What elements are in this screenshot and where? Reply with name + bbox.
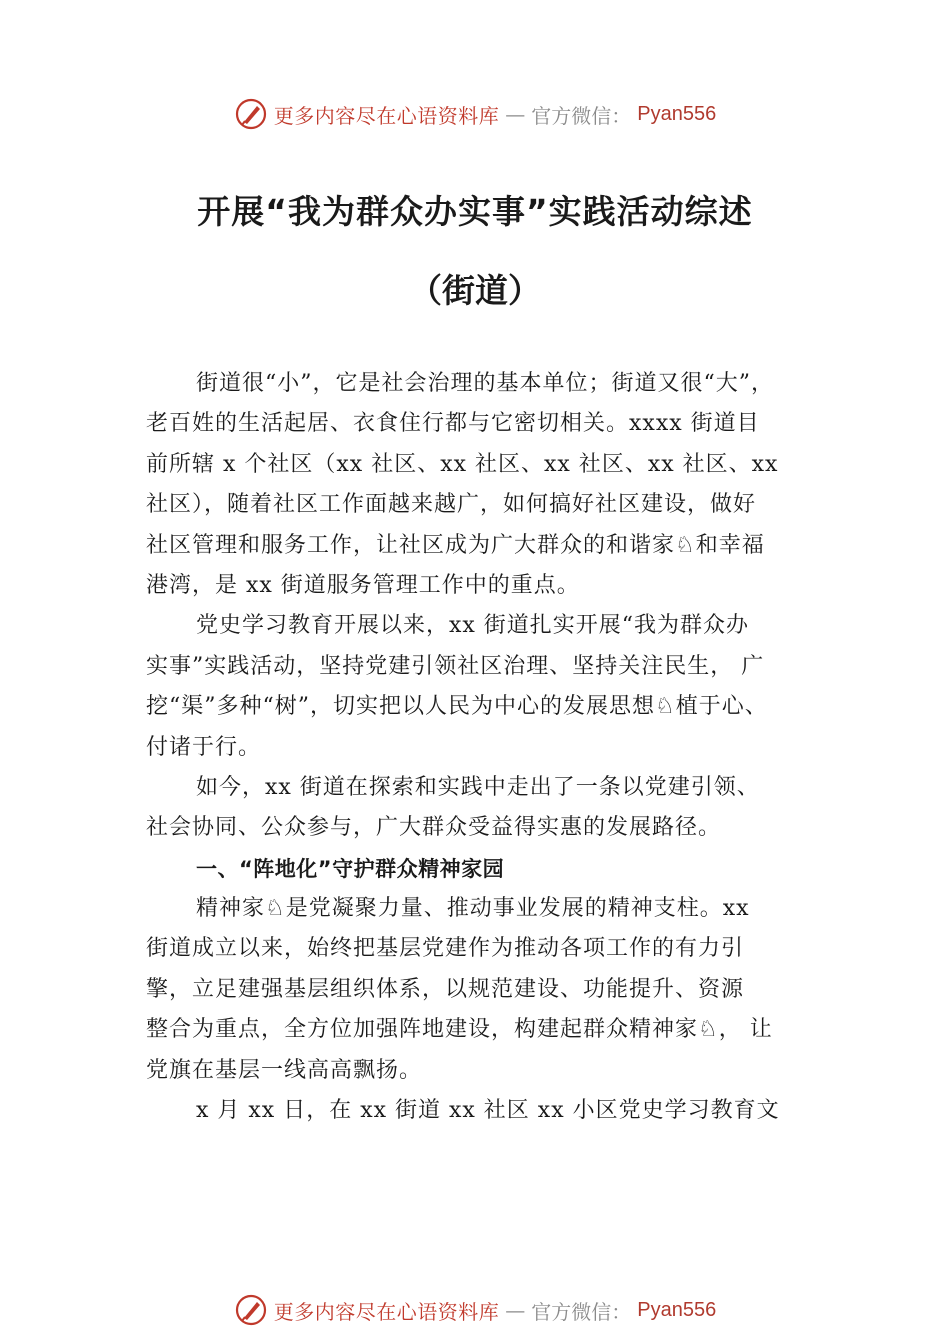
paragraph-line: 社区管理和服务工作，让社区成为广大群众的和谐家♘和幸福 (146, 532, 765, 558)
watermark-brand-text: 更多内容尽在心语资料库 (273, 103, 500, 128)
paragraph-line: 精神家♘是党凝聚力量、推动事业发展的精神支柱。xx (196, 896, 750, 922)
paragraph-line: 街道很“小”，它是社会治理的基本单位；街道又很“大”， (196, 371, 774, 396)
paragraph-line: 付诸于行。 (146, 734, 262, 760)
paragraph-line: 党旗在基层一线高高飘扬。 (146, 1057, 423, 1083)
paragraph-line: 挖“渠”多种“树”，切实把以人民为中心的发展思想♘植于心、 (146, 694, 768, 720)
quill-pen-icon (234, 97, 268, 131)
watermark-wechat-label: 官方微信： (531, 103, 632, 128)
paragraph-line: 街道成立以来，始终把基层党建作为推动各项工作的有力引 (146, 936, 745, 962)
watermark-wechat-id: Pyan556 (637, 102, 717, 125)
paragraph-line: x 月 xx 日，在 xx 街道 xx 社区 xx 小区党史学习教育文 (196, 1098, 780, 1124)
watermark-separator: — (505, 1298, 526, 1322)
paragraph-line: 社会协同、公众参与，广大群众受益得实惠的发展路径。 (146, 815, 722, 841)
paragraph-line: 社区），随着社区工作面越来越广，如何搞好社区建设，做好 (146, 492, 757, 518)
watermark-wechat-label: 官方微信： (531, 1299, 632, 1324)
section-heading: 一、“阵地化”守护群众精神家园 (196, 856, 505, 881)
document-title: 开展“我为群众办实事”实践活动综述 (197, 192, 753, 231)
paragraph-line: 老百姓的生活起居、衣食住行都与它密切相关。xxxx 街道目 (146, 411, 760, 437)
header-watermark (0, 94, 950, 134)
paragraph-line: 实事”实践活动，坚持党建引领社区治理、坚持关注民生， 广 (146, 653, 765, 679)
paragraph-line: 如今，xx 街道在探索和实践中走出了一条以党建引领、 (196, 774, 760, 800)
quill-pen-icon (234, 1293, 268, 1327)
watermark-wechat-id: Pyan556 (637, 1298, 717, 1321)
document-body (146, 364, 830, 1131)
watermark-separator: — (505, 102, 526, 126)
paragraph-line: 擎，立足建强基层组织体系，以规范建设、功能提升、资源 (146, 976, 745, 1002)
footer-watermark (0, 1290, 950, 1330)
paragraph-line: 港湾，是 xx 街道服务管理工作中的重点。 (146, 572, 580, 598)
document-subtitle: （街道） (409, 271, 541, 310)
watermark-brand-text: 更多内容尽在心语资料库 (273, 1299, 500, 1324)
paragraph-line: 党史学习教育开展以来，xx 街道扎实开展“我为群众办 (196, 613, 750, 639)
paragraph-line: 前所辖 x 个社区（xx 社区、xx 社区、xx 社区、xx 社区、xx (146, 451, 779, 477)
paragraph-line: 整合为重点，全方位加强阵地建设，构建起群众精神家♘， 让 (146, 1017, 773, 1043)
